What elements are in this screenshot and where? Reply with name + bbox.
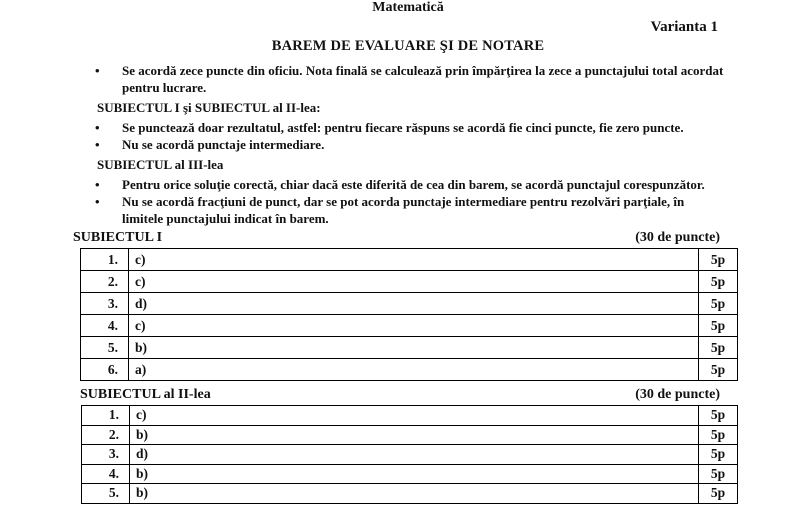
table-row: [81, 271, 738, 293]
document-title: BAREM DE EVALUARE ŞI DE NOTARE: [271, 38, 545, 54]
item-number: 3.: [81, 293, 129, 315]
answer-table-subiect-2: [81, 405, 738, 504]
section-points-subiect-2: (30 de puncte): [635, 387, 720, 402]
variant-label: Varianta 1: [650, 19, 718, 35]
item-number: 4.: [81, 315, 129, 337]
item-number: 6.: [81, 359, 129, 381]
item-answer: d): [130, 445, 699, 465]
item-number: 4.: [82, 464, 130, 484]
rule-item: • Se punctează doar rezultatul, astfel: pentru fiecare răspuns se acordă fie cinci puncte, fie zero puncte.: [95, 119, 725, 136]
rule-item: • Pentru orice soluţie corectă, chiar dacă este diferită de cea din barem, se acordă punctajul corespunzător.: [95, 176, 725, 193]
item-answer: c): [129, 315, 699, 337]
item-answer: b): [130, 484, 699, 504]
item-points: 5p: [699, 445, 738, 465]
table-row: [82, 464, 738, 484]
item-points: 5p: [699, 249, 738, 271]
item-points: 5p: [699, 359, 738, 381]
item-points: 5p: [699, 337, 738, 359]
table-row: [81, 249, 738, 271]
table-row: [82, 406, 738, 426]
section-title-subiect-2: SUBIECTUL al II-lea: [80, 387, 211, 402]
table-row: [81, 315, 738, 337]
table-row: [82, 484, 738, 504]
item-answer: d): [129, 293, 699, 315]
item-number: 1.: [81, 249, 129, 271]
item-number: 2.: [81, 271, 129, 293]
item-answer: c): [130, 406, 699, 426]
item-points: 5p: [699, 315, 738, 337]
item-points: 5p: [699, 425, 738, 445]
item-points: 5p: [699, 484, 738, 504]
rule-item: • Nu se acordă punctaje intermediare.: [95, 136, 725, 153]
table-row: [82, 425, 738, 445]
item-answer: b): [130, 464, 699, 484]
table-row: [82, 445, 738, 465]
item-number: 1.: [82, 406, 130, 426]
rule-item: • Nu se acordă fracţiuni de punct, dar se pot acorda punctaje intermediare pentru rezolvări parţiale, în limitele punctajului indicat în barem.: [95, 193, 725, 227]
item-points: 5p: [699, 293, 738, 315]
item-number: 5.: [82, 484, 130, 504]
item-answer: c): [129, 249, 699, 271]
item-points: 5p: [699, 271, 738, 293]
item-points: 5p: [699, 464, 738, 484]
rules-section-label-2: SUBIECTUL al III-lea: [97, 157, 224, 172]
item-answer: b): [129, 337, 699, 359]
grading-rules: [95, 62, 725, 227]
item-answer: c): [129, 271, 699, 293]
item-number: 2.: [82, 425, 130, 445]
item-points: 5p: [699, 406, 738, 426]
table-row: [81, 359, 738, 381]
item-answer: b): [130, 425, 699, 445]
section-points-subiect-1: (30 de puncte): [635, 230, 720, 245]
table-row: [81, 337, 738, 359]
answer-table-subiect-1: [80, 248, 738, 381]
item-answer: a): [129, 359, 699, 381]
item-number: 5.: [81, 337, 129, 359]
rules-section-label-1: SUBIECTUL I şi SUBIECTUL al II-lea:: [97, 100, 321, 115]
table-row: [81, 293, 738, 315]
item-number: 3.: [82, 445, 130, 465]
section-title-subiect-1: SUBIECTUL I: [73, 230, 163, 245]
rule-general: • Se acordă zece puncte din oficiu. Nota finală se calculează prin împărţirea la zece a punctajului total acordat pentru lucrare.: [95, 62, 725, 96]
subject-heading: Matematică: [372, 0, 444, 15]
